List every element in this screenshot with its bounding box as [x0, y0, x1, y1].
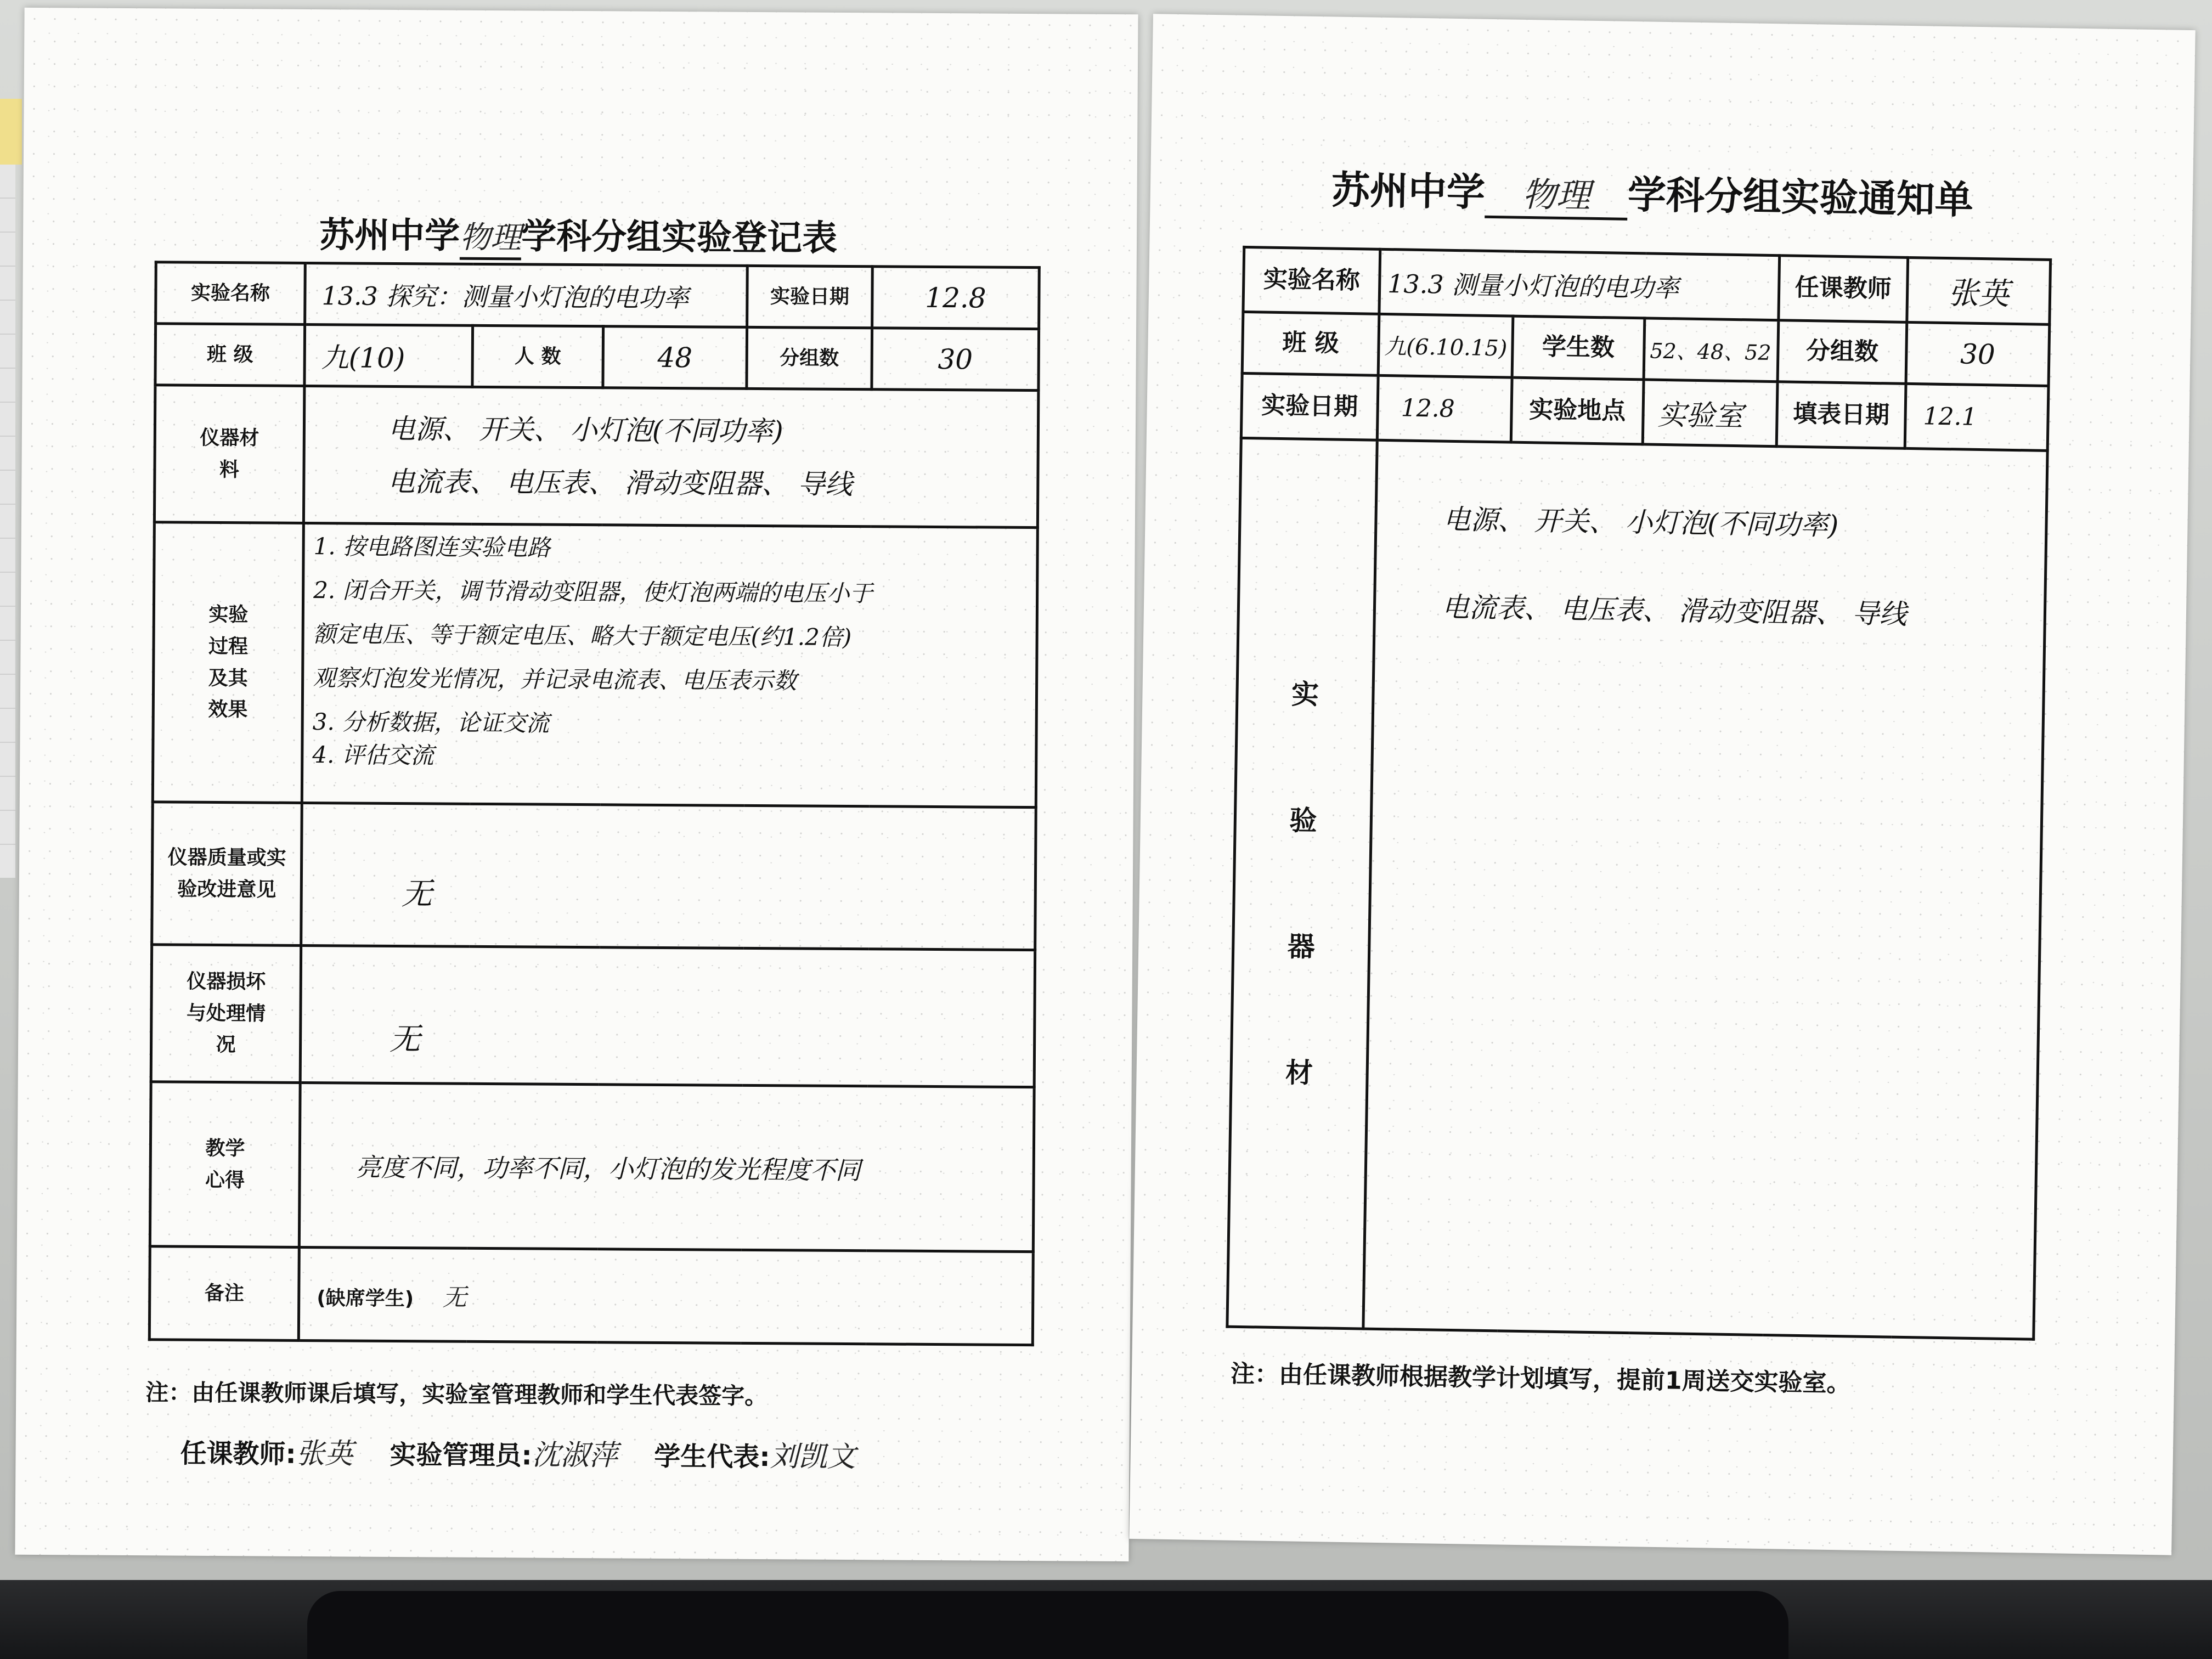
experiment-date-label: 实验日期 — [747, 266, 873, 328]
group-count-label: 分组数 — [747, 327, 872, 389]
teacher-signature-label: 任课教师: — [180, 1438, 296, 1470]
teacher-signature: 张英 — [296, 1437, 353, 1471]
equipment-line: 电源、 开关、 小灯泡(不同功率) — [1443, 503, 1839, 541]
process-label: 实验过程及其效果 — [153, 522, 303, 803]
dark-cloth — [307, 1591, 1788, 1659]
notice-experiment-name-label: 实验名称 — [1243, 247, 1380, 314]
sticky-note-edge — [0, 99, 22, 165]
experiment-name-label: 实验名称 — [156, 262, 306, 325]
notice-equipment-label — [1227, 438, 1377, 1329]
notice-date-label: 实验日期 — [1241, 373, 1378, 440]
quality-label: 仪器质量或实验改进意见 — [152, 802, 302, 946]
lab-manager-label: 实验管理员: — [390, 1439, 532, 1471]
registration-table — [148, 261, 1041, 1346]
class-label: 班 级 — [155, 324, 305, 386]
notice-students-label: 学生数 — [1512, 316, 1645, 380]
notice-groups-value: 30 — [1906, 322, 2050, 386]
remarks-cell — [298, 1247, 1033, 1345]
reflection-label: 教学心得 — [150, 1082, 300, 1248]
notice-groups-label: 分组数 — [1778, 320, 1907, 384]
notice-form-sheet — [1129, 14, 2195, 1555]
notice-fill-date-value: 12.1 — [1905, 383, 2049, 450]
process-step: 1. 按电路图连实验电路 — [313, 533, 551, 561]
materials-label: 仪器材料 — [154, 385, 304, 523]
notice-table — [1226, 246, 2052, 1341]
student-rep-signature: 刘凯文 — [770, 1440, 856, 1474]
remarks-hint: (缺席学生) — [317, 1286, 414, 1310]
notice-teacher-label: 任课教师 — [1779, 256, 1908, 323]
notice-form-title — [1331, 159, 1973, 225]
notice-date-value: 12.8 — [1377, 375, 1512, 442]
experiment-date-value: 12.8 — [872, 267, 1040, 329]
notice-experiment-name-value: 13.3 测量小灯泡的电功率 — [1379, 249, 1780, 320]
process-step: 4. 评估交流 — [312, 741, 434, 769]
remarks-value: 无 — [442, 1283, 467, 1312]
people-count-label: 人 数 — [472, 325, 603, 387]
group-count-value: 30 — [872, 328, 1039, 391]
materials-line: 电源、 开关、 小灯泡(不同功率) — [387, 413, 783, 447]
title-subject: 物理 — [460, 213, 522, 261]
damage-value: 无 — [300, 945, 1035, 1087]
notice-equipment-value — [1363, 440, 2047, 1339]
notice-teacher-value: 张英 — [1907, 257, 2051, 324]
equipment-label-char: 器 — [1287, 930, 1316, 963]
process-step: 3. 分析数据，论证交流 — [312, 708, 550, 737]
notice-class-value: 九(6.10.15) — [1378, 314, 1513, 377]
equipment-label-char: 验 — [1289, 804, 1317, 837]
lab-manager-signature: 沈淑萍 — [532, 1438, 618, 1472]
process-value — [302, 523, 1037, 807]
equipment-label-char: 材 — [1285, 1056, 1313, 1089]
notice-location-label: 实验地点 — [1511, 377, 1644, 444]
equipment-label-char: 实 — [1291, 678, 1319, 710]
title-school: 苏州中学 — [1331, 167, 1486, 215]
quality-value: 无 — [301, 803, 1036, 950]
experiment-name-value: 13.3 探究：测量小灯泡的电功率 — [305, 263, 748, 327]
people-count-value: 48 — [603, 326, 747, 389]
title-subject: 物理 — [1485, 167, 1628, 221]
title-form-type: 学科分组实验登记表 — [521, 216, 838, 259]
notebook-edge — [0, 165, 15, 878]
process-step: 额定电压、等于额定电压、略大于额定电压(约1.2倍) — [313, 620, 852, 651]
notice-class-label: 班 级 — [1242, 312, 1379, 375]
registration-footnote: 注：由任课教师课后填写，实验室管理教师和学生代表签字。 — [145, 1379, 768, 1410]
registration-form-sheet — [15, 8, 1138, 1561]
process-step: 观察灯泡发光情况，并记录电流表、电压表示数 — [313, 664, 797, 695]
notice-students-value: 52、48、52 — [1644, 318, 1779, 382]
notice-footnote: 注：由任课教师根据教学计划填写，提前1周送交实验室。 — [1230, 1359, 1851, 1398]
materials-line: 电流表、 电压表、 滑动变阻器、 导线 — [387, 465, 853, 500]
notice-location-value: 实验室 — [1643, 380, 1778, 447]
title-school: 苏州中学 — [319, 215, 460, 257]
title-form-type: 学科分组实验通知单 — [1627, 172, 1974, 223]
registration-form-title — [319, 207, 838, 262]
student-rep-label: 学生代表: — [654, 1441, 770, 1473]
process-step: 2. 闭合开关，调节滑动变阻器，使灯泡两端的电压小于 — [313, 577, 873, 607]
class-value: 九(10) — [304, 324, 473, 387]
damage-label: 仪器损坏与处理情况 — [151, 945, 301, 1083]
notice-fill-date-label: 填表日期 — [1776, 382, 1906, 449]
materials-value — [303, 386, 1039, 527]
reflection-value: 亮度不同，功率不同，小灯泡的发光程度不同 — [299, 1082, 1034, 1251]
signature-row — [180, 1430, 883, 1475]
equipment-line: 电流表、 电压表、 滑动变阻器、 导线 — [1441, 591, 1908, 630]
remarks-label: 备注 — [149, 1246, 299, 1341]
